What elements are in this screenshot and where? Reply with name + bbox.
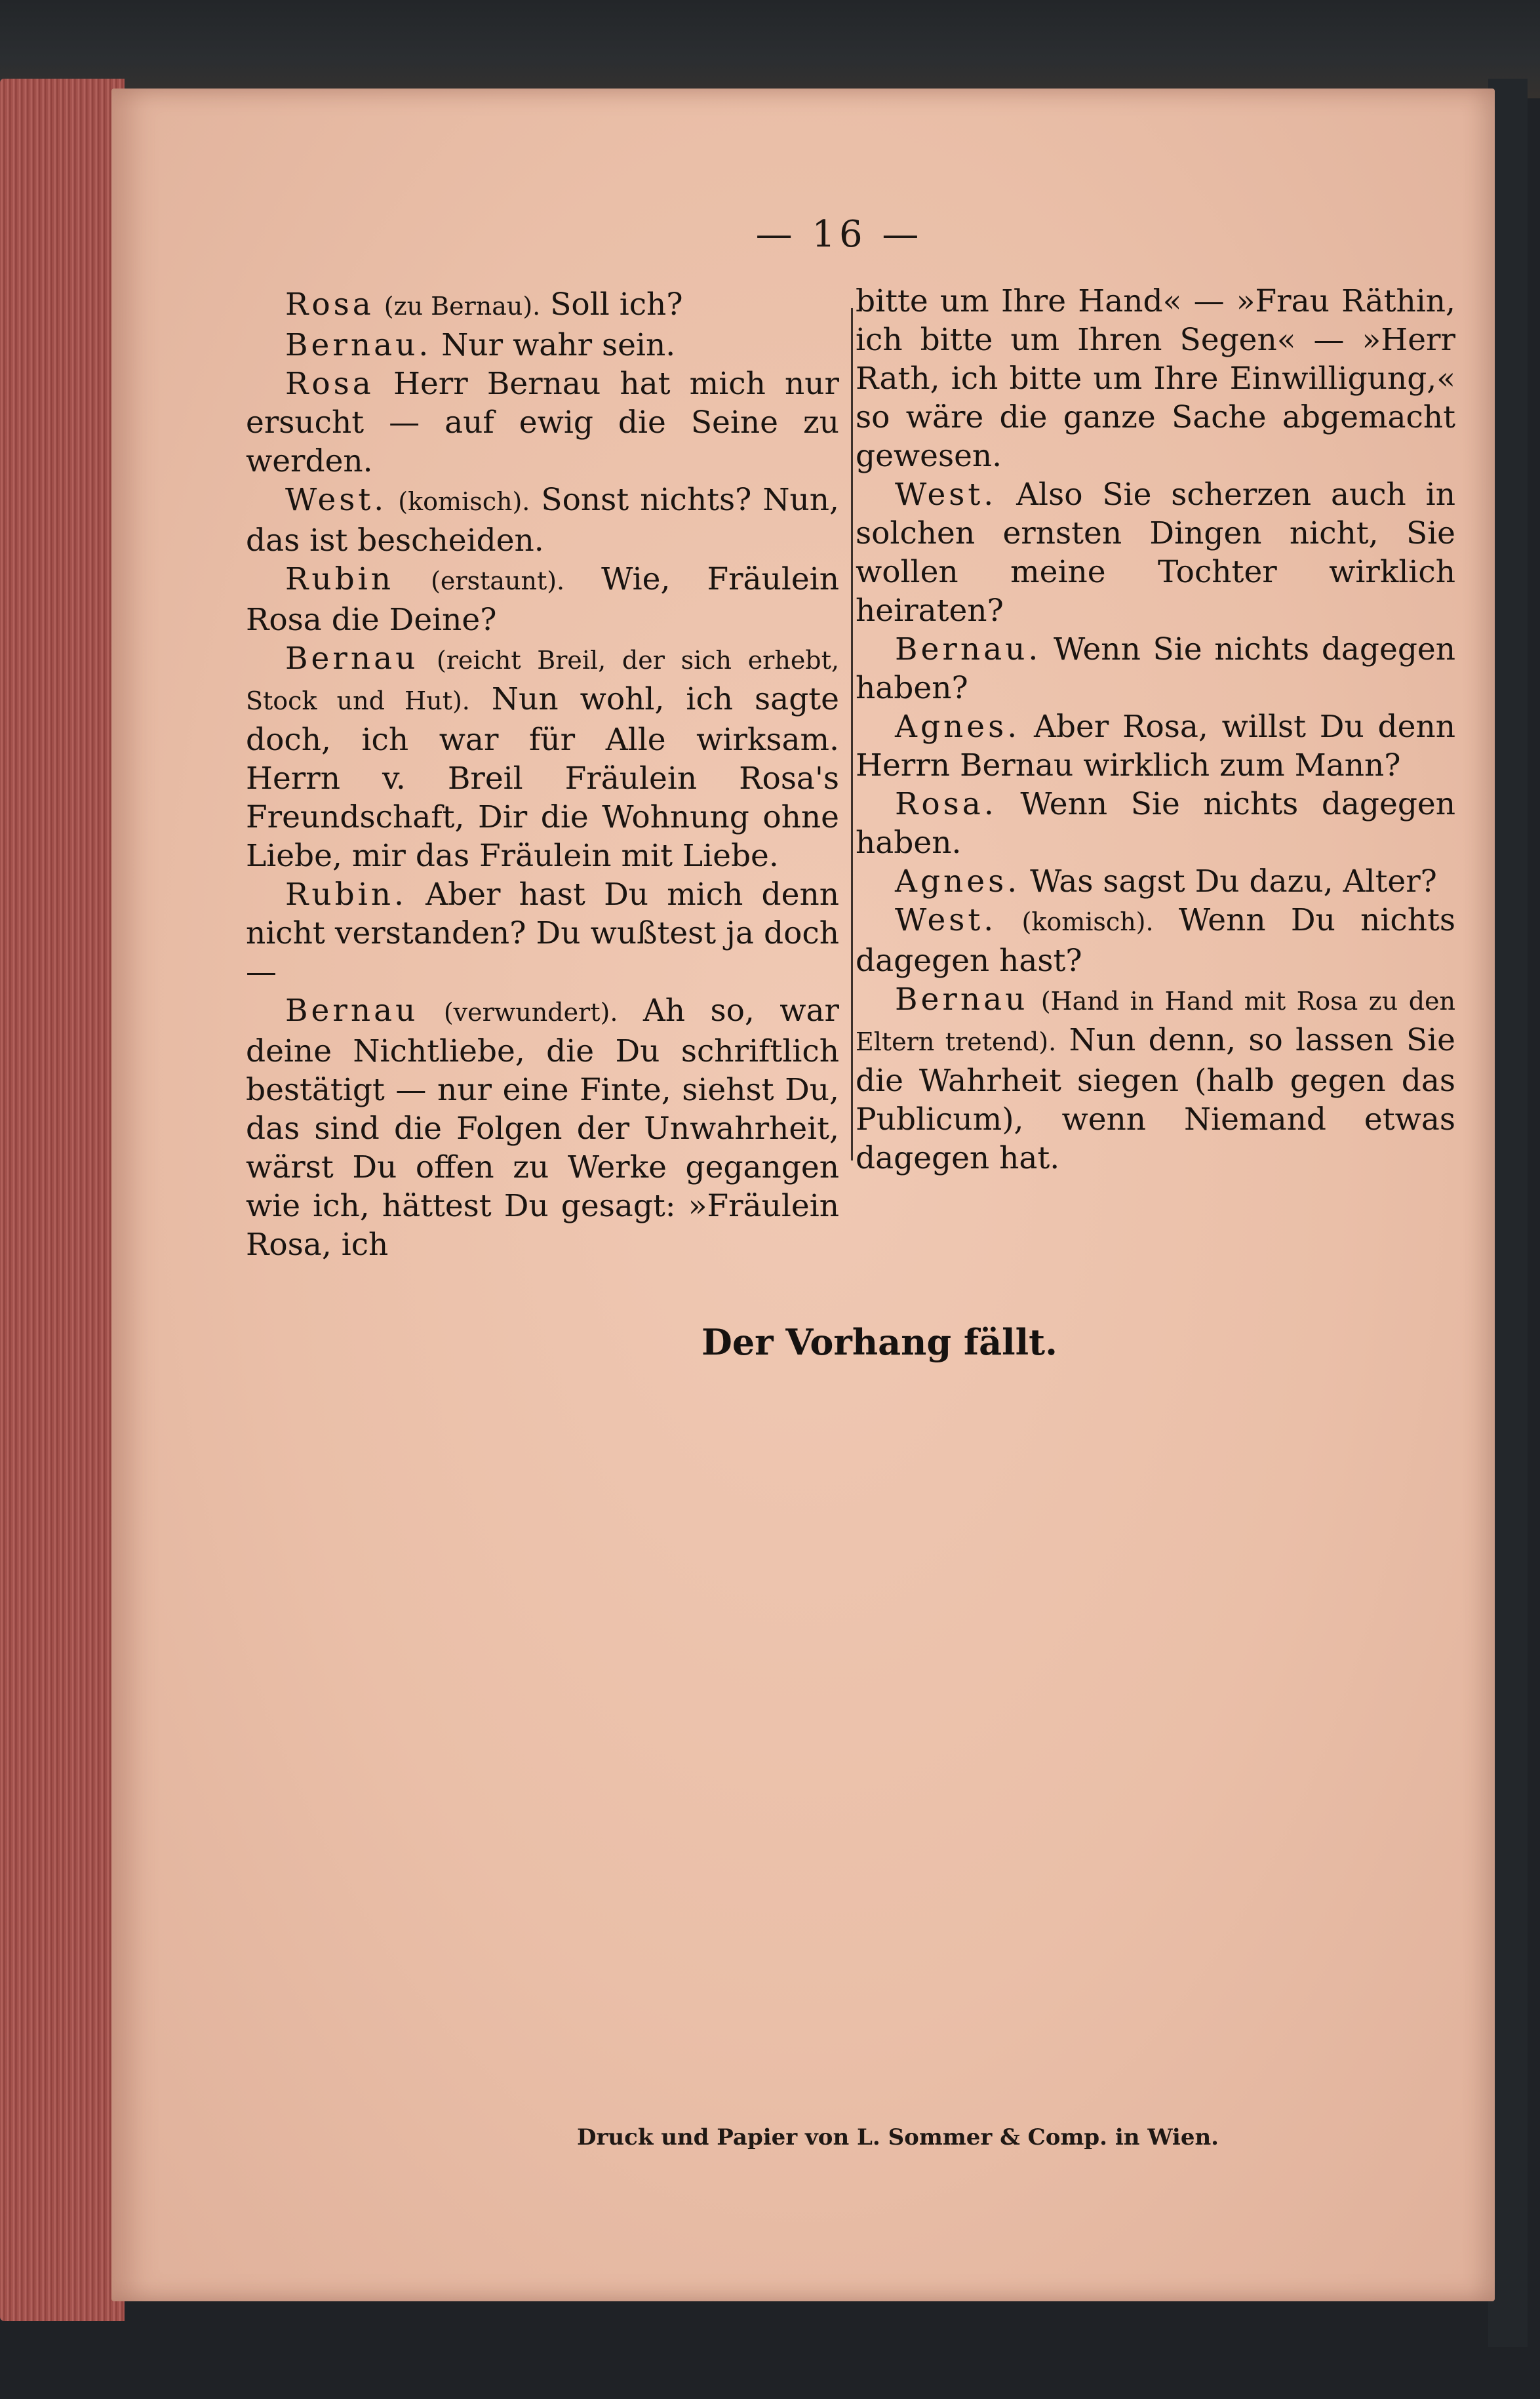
page-number: — 16 — xyxy=(755,213,923,256)
speaker-name: West. xyxy=(285,482,387,518)
dialogue-paragraph xyxy=(856,707,1455,785)
stage-direction: (zu Bernau). xyxy=(384,292,541,321)
speaker-name: West. xyxy=(895,477,997,513)
speaker-name: Bernau xyxy=(895,981,1029,1018)
dialogue-paragraph xyxy=(246,991,839,1264)
curtain-line: Der Vorhang fällt. xyxy=(701,1321,1057,1363)
speaker-name: Bernau. xyxy=(285,327,432,363)
stage-direction: (Hand in Hand mit Rosa zu den Eltern tretend). xyxy=(856,987,1455,1056)
speaker-name: Bernau. xyxy=(895,631,1042,667)
dialogue-text: Sonst nichts? Nun, das ist bescheiden. xyxy=(246,482,839,559)
dialogue-paragraph xyxy=(246,365,839,481)
speaker-name: Agnes. xyxy=(895,863,1021,900)
stage-direction: (komisch). xyxy=(1021,907,1154,936)
book-page-edges xyxy=(0,79,125,2321)
dialogue-paragraph xyxy=(856,980,1455,1178)
speaker-name: Bernau xyxy=(285,993,419,1029)
book-cover xyxy=(0,0,1540,98)
dialogue-paragraph xyxy=(246,326,839,365)
stage-direction: (komisch). xyxy=(398,487,530,516)
dialogue-text: Also Sie scherzen auch in solchen ernsten Dingen nicht, Sie wollen meine Tochter wirklich heiraten? xyxy=(856,477,1455,629)
dialogue-text: Wenn Du nichts dagegen hast? xyxy=(856,902,1455,979)
speaker-name: Rosa xyxy=(285,366,374,402)
dialogue-paragraph xyxy=(856,630,1455,707)
column-divider xyxy=(851,308,853,1160)
dialogue-paragraph xyxy=(246,560,839,639)
speaker-name: Bernau xyxy=(285,641,419,677)
dialogue-text: Nun denn, so lassen Sie die Wahrheit siegen (halb gegen das Publicum), wenn Niemand etwas dagegen hat. xyxy=(856,1022,1455,1176)
dialogue-paragraph xyxy=(246,285,839,326)
dialogue-text: Was sagst Du dazu, Alter? xyxy=(1020,863,1437,900)
dialogue-text: Nur wahr sein. xyxy=(431,327,676,363)
left-column xyxy=(246,285,839,1264)
dialogue-paragraph xyxy=(856,862,1455,901)
dialogue-text: Wenn Sie nichts dagegen haben? xyxy=(856,631,1455,706)
dialogue-text: Wie, Fräulein Rosa die Deine? xyxy=(246,561,839,638)
dialogue-text: Aber hast Du mich denn nicht verstanden? Du wußtest ja doch — xyxy=(246,877,839,990)
dialogue-paragraph xyxy=(856,475,1455,630)
right-column xyxy=(856,282,1455,1178)
speaker-name: Rubin. xyxy=(285,877,407,913)
dialogue-text: Herr Bernau hat mich nur ersucht — auf ewig die Seine zu werden. xyxy=(246,366,839,479)
speaker-name: West. xyxy=(895,902,997,938)
dialogue-paragraph xyxy=(856,785,1455,862)
speaker-name: Agnes. xyxy=(895,709,1021,745)
speaker-name: Rubin xyxy=(285,561,395,597)
dialogue-text: Aber Rosa, willst Du denn Herrn Bernau wirklich zum Mann? xyxy=(856,709,1455,783)
dialogue-paragraph xyxy=(246,639,839,875)
dialogue-text: bitte um Ihre Hand« — »Frau Räthin, ich bitte um Ihren Segen« — »Herr Rath, ich bitte um Ihre Einwilligung,« so wäre die ganze Sache abgemacht gewesen. xyxy=(856,283,1455,474)
speaker-name: Rosa xyxy=(285,287,374,323)
dialogue-paragraph xyxy=(246,481,839,560)
stage-direction: (erstaunt). xyxy=(431,566,565,595)
stage-direction: (reicht Breil, der sich erhebt, Stock und Hut). xyxy=(246,646,839,715)
dialogue-paragraph xyxy=(856,282,1455,475)
dialogue-text: Wenn Sie nichts dagegen haben. xyxy=(856,786,1455,861)
dialogue-text: Ah so, war deine Nichtliebe, die Du schriftlich bestätigt — nur eine Finte, siehst Du, das sind die Folgen der Unwahrheit, wärst Du offen zu Werke gegangen wie ich, hättest Du gesagt: »Fräulein Rosa, ich xyxy=(246,993,839,1263)
dialogue-text: Nun wohl, ich sagte doch, ich war für Alle wirksam. Herrn v. Breil Fräulein Rosa's Freundschaft, Dir die Wohnung ohne Liebe, mir das Fräulein mit Liebe. xyxy=(246,681,839,874)
stage-direction: (verwundert). xyxy=(443,998,618,1027)
dialogue-paragraph xyxy=(246,875,839,991)
dialogue-text: Soll ich? xyxy=(540,287,683,323)
dialogue-paragraph xyxy=(856,901,1455,980)
speaker-name: Rosa. xyxy=(895,786,997,822)
printer-imprint: Druck und Papier von L. Sommer & Comp. in Wien. xyxy=(577,2124,1219,2151)
